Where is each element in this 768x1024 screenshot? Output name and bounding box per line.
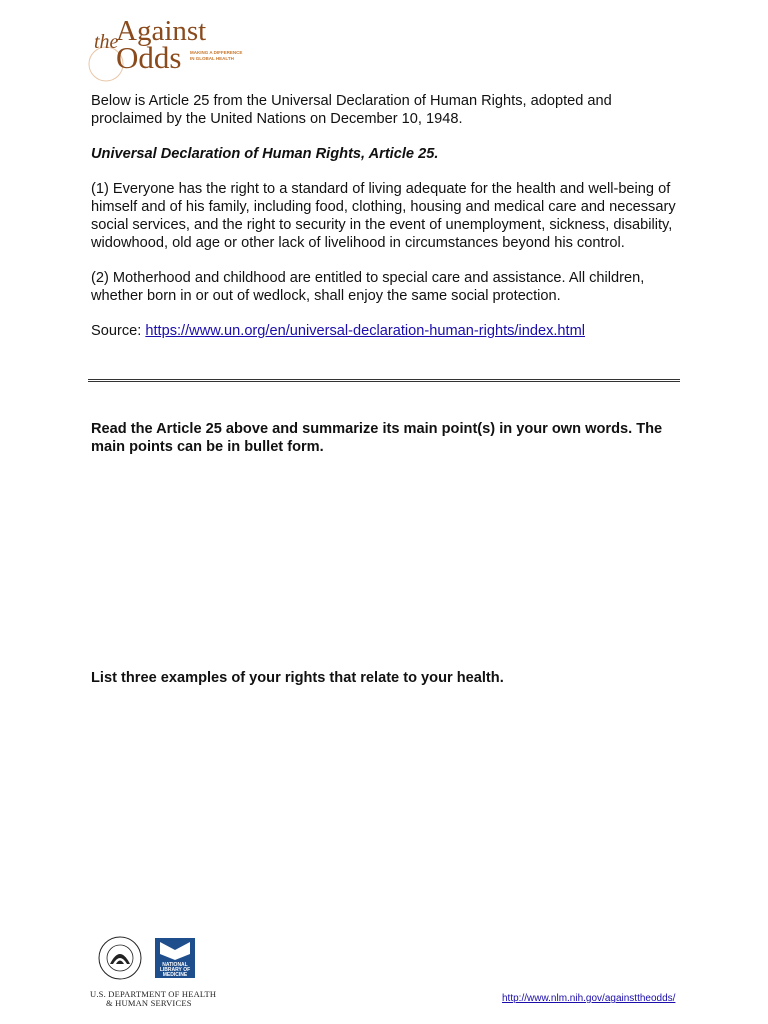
footer-link[interactable]: http://www.nlm.nih.gov/againsttheodds/ — [502, 993, 676, 1004]
logo-word-odds: Odds — [116, 40, 182, 75]
double-divider — [88, 379, 680, 382]
nlm-line-1: NATIONAL — [162, 962, 188, 968]
nlm-line-2: LIBRARY OF — [159, 967, 191, 973]
logo-tagline-2: IN GLOBAL HEALTH — [190, 56, 234, 61]
logo-tagline-1: MAKING A DIFFERENCE — [190, 50, 243, 55]
nlm-line-3: MEDICINE — [162, 972, 188, 978]
source-label: Source: — [91, 323, 146, 339]
source-line — [91, 322, 681, 340]
logo-word-the: the — [94, 31, 119, 53]
article-paragraph-1: (1) Everyone has the right to a standard of living adequate for the health and well-being of himself and of his family, including food, clothing, housing and medical care and necessary social services, and the right to security in the event of unemployment, sickness, disability, widowhood, old age or other lack of livelihood in circumstances beyond his control. — [91, 181, 676, 251]
article-paragraph-2: (2) Motherhood and childhood are entitled to special care and assistance. All children, whether born in or out of wedlock, shall enjoy the same social protection. — [91, 270, 645, 304]
source-link[interactable]: https://www.un.org/en/universal-declaration-human-rights/index.html — [145, 323, 586, 339]
article-content — [91, 92, 681, 340]
nih-seal-icon — [99, 937, 141, 979]
hhs-line-1: U.S. DEPARTMENT OF HEALTH — [90, 989, 217, 999]
logo-word-against: Against — [116, 15, 207, 47]
question-summarize: Read the Article 25 above and summarize its main point(s) in your own words. The main points can be in bullet form. — [91, 421, 663, 455]
hhs-text — [90, 990, 220, 1007]
hhs-line-2: & HUMAN SERVICES — [106, 997, 192, 1008]
nlm-logo-icon — [155, 938, 195, 978]
against-the-odds-logo — [86, 14, 243, 86]
question-three-examples: List three examples of your rights that relate to your health. — [91, 670, 504, 686]
article-title: Universal Declaration of Human Rights, Article 25. — [91, 146, 439, 162]
intro-paragraph: Below is Article 25 from the Universal Declaration of Human Rights, adopted and proclaimed by the United Nations on December 10, 1948. — [91, 93, 612, 127]
